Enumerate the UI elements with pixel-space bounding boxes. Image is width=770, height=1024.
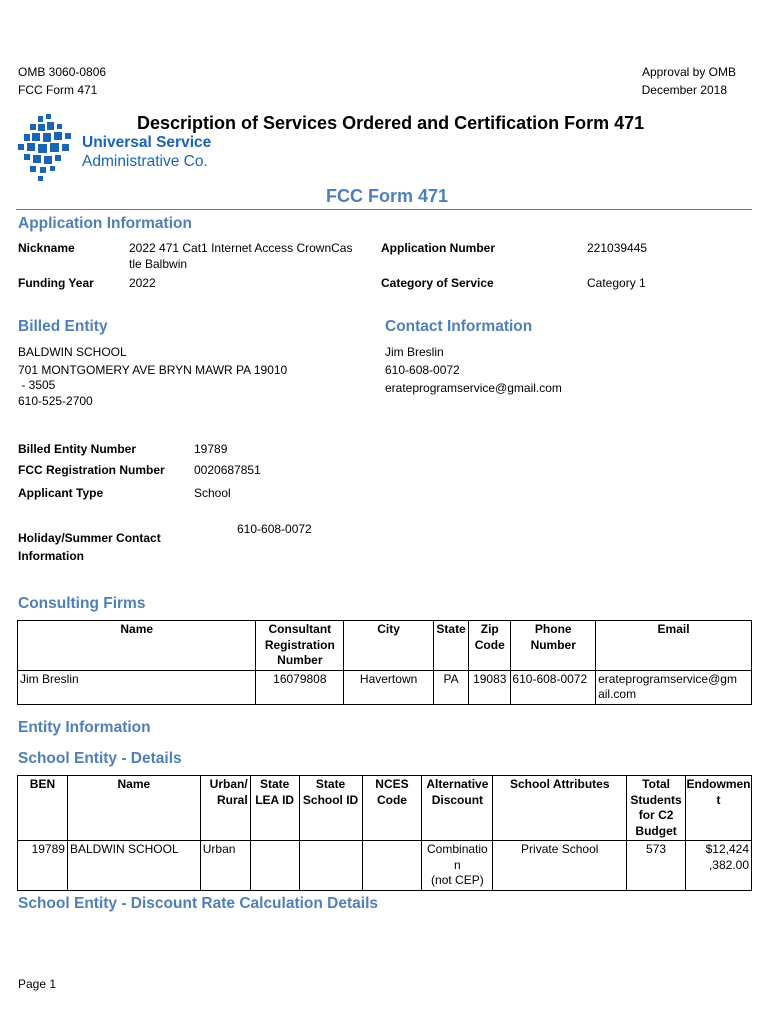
school-endowment: $12,424 ,382.00 — [686, 841, 752, 891]
logo-line2: Administrative Co. — [82, 153, 208, 170]
table-row — [18, 670, 752, 704]
omb-number: OMB 3060-0806 — [18, 65, 107, 79]
contact-phone: 610-608-0072 — [385, 363, 460, 377]
consultant-name: Jim Breslin — [18, 670, 256, 704]
school-total-students: 573 — [627, 841, 686, 891]
funding-year-label: Funding Year — [18, 276, 94, 290]
table-header-row — [18, 621, 752, 671]
col-city-header: City — [344, 621, 434, 671]
col-ben-header: BEN — [18, 776, 68, 841]
title-divider — [16, 209, 752, 210]
col-urban-rural-header: Urban/ Rural — [200, 776, 250, 841]
consultant-phone: 610-608-0072 — [511, 670, 596, 704]
nickname-line1: 2022 471 Cat1 Internet Access CrownCas — [129, 241, 353, 255]
fcc-registration-label: FCC Registration Number — [18, 463, 165, 477]
page-title: Description of Services Ordered and Certification Form 471 — [137, 113, 645, 133]
contact-info-heading: Contact Information — [385, 318, 533, 335]
col-endowment-header: Endowment — [686, 776, 752, 841]
discount-rate-heading: School Entity - Discount Rate Calculation Details — [18, 895, 378, 912]
consultant-zip: 19083 — [469, 670, 511, 704]
table-header-row — [18, 776, 752, 841]
entity-info-heading: Entity Information — [18, 719, 151, 736]
holiday-contact-label-line2: Information — [18, 549, 84, 563]
applicant-type-value: School — [194, 486, 231, 500]
nickname-label: Nickname — [18, 241, 75, 255]
logo-line1: Universal Service — [82, 134, 212, 151]
col-alternative-discount-header: Alternative Discount — [422, 776, 493, 841]
usac-logo-mark-icon — [16, 114, 78, 184]
col-state-lea-header: State LEA ID — [250, 776, 299, 841]
billed-entity-heading: Billed Entity — [18, 318, 108, 335]
consultant-city: Havertown — [344, 670, 434, 704]
consultant-registration-number: 16079808 — [256, 670, 344, 704]
nickname-line2: tle Balbwin — [129, 257, 188, 271]
consultant-email[interactable]: erateprogramservice@gm ail.com — [596, 670, 752, 704]
applicant-type-label: Applicant Type — [18, 486, 104, 500]
col-consultant-registration-header: Consultant Registration Number — [256, 621, 344, 671]
application-number-label: Application Number — [381, 241, 496, 255]
contact-email[interactable]: erateprogramservice@gmail.com — [385, 381, 562, 395]
consulting-firms-table — [17, 620, 752, 705]
form-number: FCC Form 471 — [18, 83, 98, 97]
col-total-students-header: Total Students for C2 Budget — [627, 776, 686, 841]
col-nces-header: NCES Code — [362, 776, 422, 841]
fcc-registration-value: 0020687851 — [194, 463, 261, 477]
ben-value: 19789 — [194, 442, 228, 456]
holiday-contact-phone: 610-608-0072 — [237, 522, 312, 536]
page-number: Page 1 — [18, 977, 57, 991]
table-row — [18, 841, 752, 891]
ben-label: Billed Entity Number — [18, 442, 137, 456]
billed-entity-phone: 610-525-2700 — [18, 394, 93, 408]
consultant-state: PA — [434, 670, 469, 704]
school-alternative-discount: Combination (not CEP) — [422, 841, 493, 891]
billed-entity-address-line1: 701 MONTGOMERY AVE BRYN MAWR PA 19010 — [18, 363, 288, 377]
billed-entity-address-line2: - 3505 — [18, 378, 56, 392]
application-number-value: 221039445 — [587, 241, 648, 255]
col-email-header: Email — [596, 621, 752, 671]
consulting-firms-heading: Consulting Firms — [18, 595, 146, 612]
school-urban-rural: Urban — [200, 841, 250, 891]
col-name-header: Name — [18, 621, 256, 671]
school-details-heading: School Entity - Details — [18, 750, 182, 767]
application-info-heading: Application Information — [18, 215, 192, 232]
col-zip-header: Zip Code — [469, 621, 511, 671]
col-school-attributes-header: School Attributes — [493, 776, 627, 841]
school-name: BALDWIN SCHOOL — [67, 841, 200, 891]
school-state-school-id — [299, 841, 362, 891]
holiday-contact-label-line1: Holiday/Summer Contact — [18, 531, 161, 545]
billed-entity-name: BALDWIN SCHOOL — [18, 345, 127, 359]
funding-year-value: 2022 — [129, 276, 156, 290]
col-school-name-header: Name — [67, 776, 200, 841]
col-phone-header: Phone Number — [511, 621, 596, 671]
fcc-form-title: FCC Form 471 — [326, 186, 449, 206]
school-details-table — [17, 775, 752, 891]
school-state-lea-id — [250, 841, 299, 891]
school-nces-code — [362, 841, 422, 891]
school-attributes: Private School — [493, 841, 627, 891]
approval-date: December 2018 — [641, 83, 727, 97]
omb-approval: Approval by OMB — [641, 65, 736, 79]
school-ben: 19789 — [18, 841, 68, 891]
col-state-header: State — [434, 621, 469, 671]
contact-name: Jim Breslin — [385, 345, 444, 359]
category-value: Category 1 — [587, 276, 646, 290]
col-state-school-id-header: State School ID — [299, 776, 362, 841]
category-label: Category of Service — [381, 276, 494, 290]
